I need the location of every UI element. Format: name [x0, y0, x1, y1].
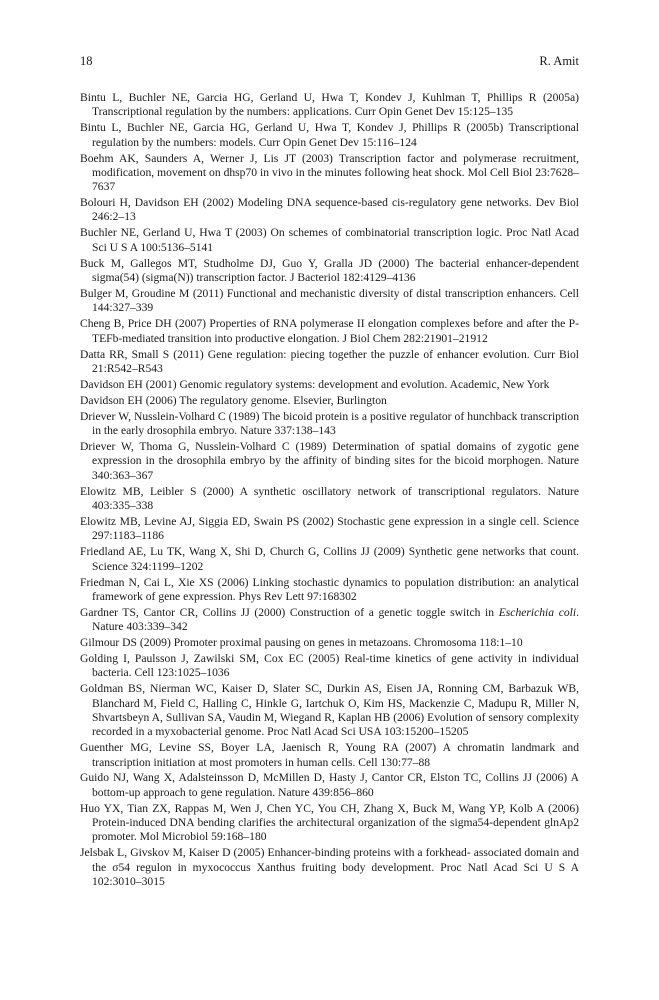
reference-item: Driever W, Thoma G, Nusslein-Volhard C (1989) Determination of spatial domains of zygotic gene expression in the drosophila embryo by the affinity of binding sites for the bicoid morphogen. Nature 340:363–367	[80, 440, 579, 482]
reference-item: Driever W, Nusslein-Volhard C (1989) The bicoid protein is a positive regulator of hunchback transcription in the early drosophila embryo. Nature 337:138–143	[80, 409, 579, 438]
reference-item: Guenther MG, Levine SS, Boyer LA, Jaenisch R, Young RA (2007) A chromatin landmark and transcription initiation at most promoters in human cells. Cell 130:77–88	[80, 741, 579, 769]
reference-item: Davidson EH (2006) The regulatory genome. Elsevier, Burlington	[80, 393, 387, 407]
reference-item: Gilmour DS (2009) Promoter proximal pausing on genes in metazoans. Chromosoma 118:1–10	[80, 636, 523, 650]
reference-item: Boehm AK, Saunders A, Werner J, Lis JT (2003) Transcription factor and polymerase recruitment, modification, movement on dhsp70 in vivo in the minutes following heat shock. Mol Cell Biol 23:7628–7637	[80, 151, 579, 194]
reference-list	[80, 91, 579, 891]
reference-item: Huo YX, Tian ZX, Rappas M, Wen J, Chen YC, You CH, Zhang X, Buck M, Wang YP, Kolb A (2006) Protein-induced DNA bending clarifies the architectural organization of the sigma54-dependent glnAp2 promoter. Mol Microbiol 59:168–180	[80, 801, 579, 844]
page-number: 18	[80, 54, 93, 68]
reference-item: Gardner TS, Cantor CR, Collins JJ (2000) Construction of a genetic toggle switch in Escherichia coli. Nature 403:339–342	[80, 605, 579, 634]
reference-item: Bintu L, Buchler NE, Garcia HG, Gerland U, Hwa T, Kondev J, Kuhlman T, Phillips R (2005a) Transcriptional regulation by the numbers: applications. Curr Opin Genet Dev 15:125–135	[80, 91, 579, 119]
reference-item: Friedland AE, Lu TK, Wang X, Shi D, Church G, Collins JJ (2009) Synthetic gene networks that count. Science 324:1199–1202	[80, 545, 579, 573]
reference-item: Cheng B, Price DH (2007) Properties of RNA polymerase II elongation complexes before and after the P-TEFb-mediated transition into productive elongation. J Biol Chem 282:21901–21912	[80, 317, 579, 345]
reference-item: Friedman N, Cai L, Xie XS (2006) Linking stochastic dynamics to population distribution: an analytical framework of gene expression. Phys Rev Lett 97:168302	[80, 575, 579, 603]
reference-item: Buck M, Gallegos MT, Studholme DJ, Guo Y, Gralla JD (2000) The bacterial enhancer-dependent sigma(54) (sigma(N)) transcription factor. J Bacteriol 182:4129–4136	[80, 256, 579, 284]
reference-item: Jelsbak L, Givskov M, Kaiser D (2005) Enhancer-binding proteins with a forkhead- associated domain and the σ54 regulon in myxococcus Xanthus fruiting body development. Proc Natl Acad Sci U S A 102:3010–3015	[80, 846, 579, 888]
running-head: R. Amit	[539, 54, 579, 68]
reference-item: Elowitz MB, Leibler S (2000) A synthetic oscillatory network of transcriptional regulators. Nature 403:335–338	[80, 484, 579, 512]
reference-item: Elowitz MB, Levine AJ, Siggia ED, Swain PS (2002) Stochastic gene expression in a single cell. Science 297:1183–1186	[80, 514, 579, 543]
reference-item: Golding I, Paulsson J, Zawilski SM, Cox EC (2005) Real-time kinetics of gene activity in individual bacteria. Cell 123:1025–1036	[80, 652, 579, 680]
reference-item: Datta RR, Small S (2011) Gene regulation: piecing together the puzzle of enhancer evolution. Curr Biol 21:R542–R543	[80, 347, 579, 375]
reference-item: Buchler NE, Gerland U, Hwa T (2003) On schemes of combinatorial transcription logic. Proc Natl Acad Sci U S A 100:5136–5141	[80, 226, 579, 254]
reference-item: Bulger M, Groudine M (2011) Functional and mechanistic diversity of distal transcription enhancers. Cell 144:327–339	[80, 286, 579, 315]
reference-item: Goldman BS, Nierman WC, Kaiser D, Slater SC, Durkin AS, Eisen JA, Ronning CM, Barbazuk WB, Blanchard M, Field C, Halling C, Hinkle G, Iartchuk O, Kim HS, Mackenzie C, Madupu R, Miller N, Shvartsbeyn A, Sullivan SA, Vaudin M, Wiegand R, Kaplan HB (2006) Evolution of sensory complexity recorded in a myxobacterial genome. Proc Natl Acad Sci USA 103:15200–15205	[80, 682, 579, 739]
reference-item: Davidson EH (2001) Genomic regulatory systems: development and evolution. Academic, New York	[80, 377, 550, 391]
reference-item: Bolouri H, Davidson EH (2002) Modeling DNA sequence-based cis-regulatory gene networks. Dev Biol 246:2–13	[80, 196, 579, 224]
reference-item: Bintu L, Buchler NE, Garcia HG, Gerland U, Hwa T, Kondev J, Phillips R (2005b) Transcriptional regulation by the numbers: models. Curr Opin Genet Dev 15:116–124	[80, 121, 579, 149]
reference-item: Guido NJ, Wang X, Adalsteinsson D, McMillen D, Hasty J, Cantor CR, Elston TC, Collins JJ (2006) A bottom-up approach to gene regulation. Nature 439:856–860	[80, 771, 579, 799]
